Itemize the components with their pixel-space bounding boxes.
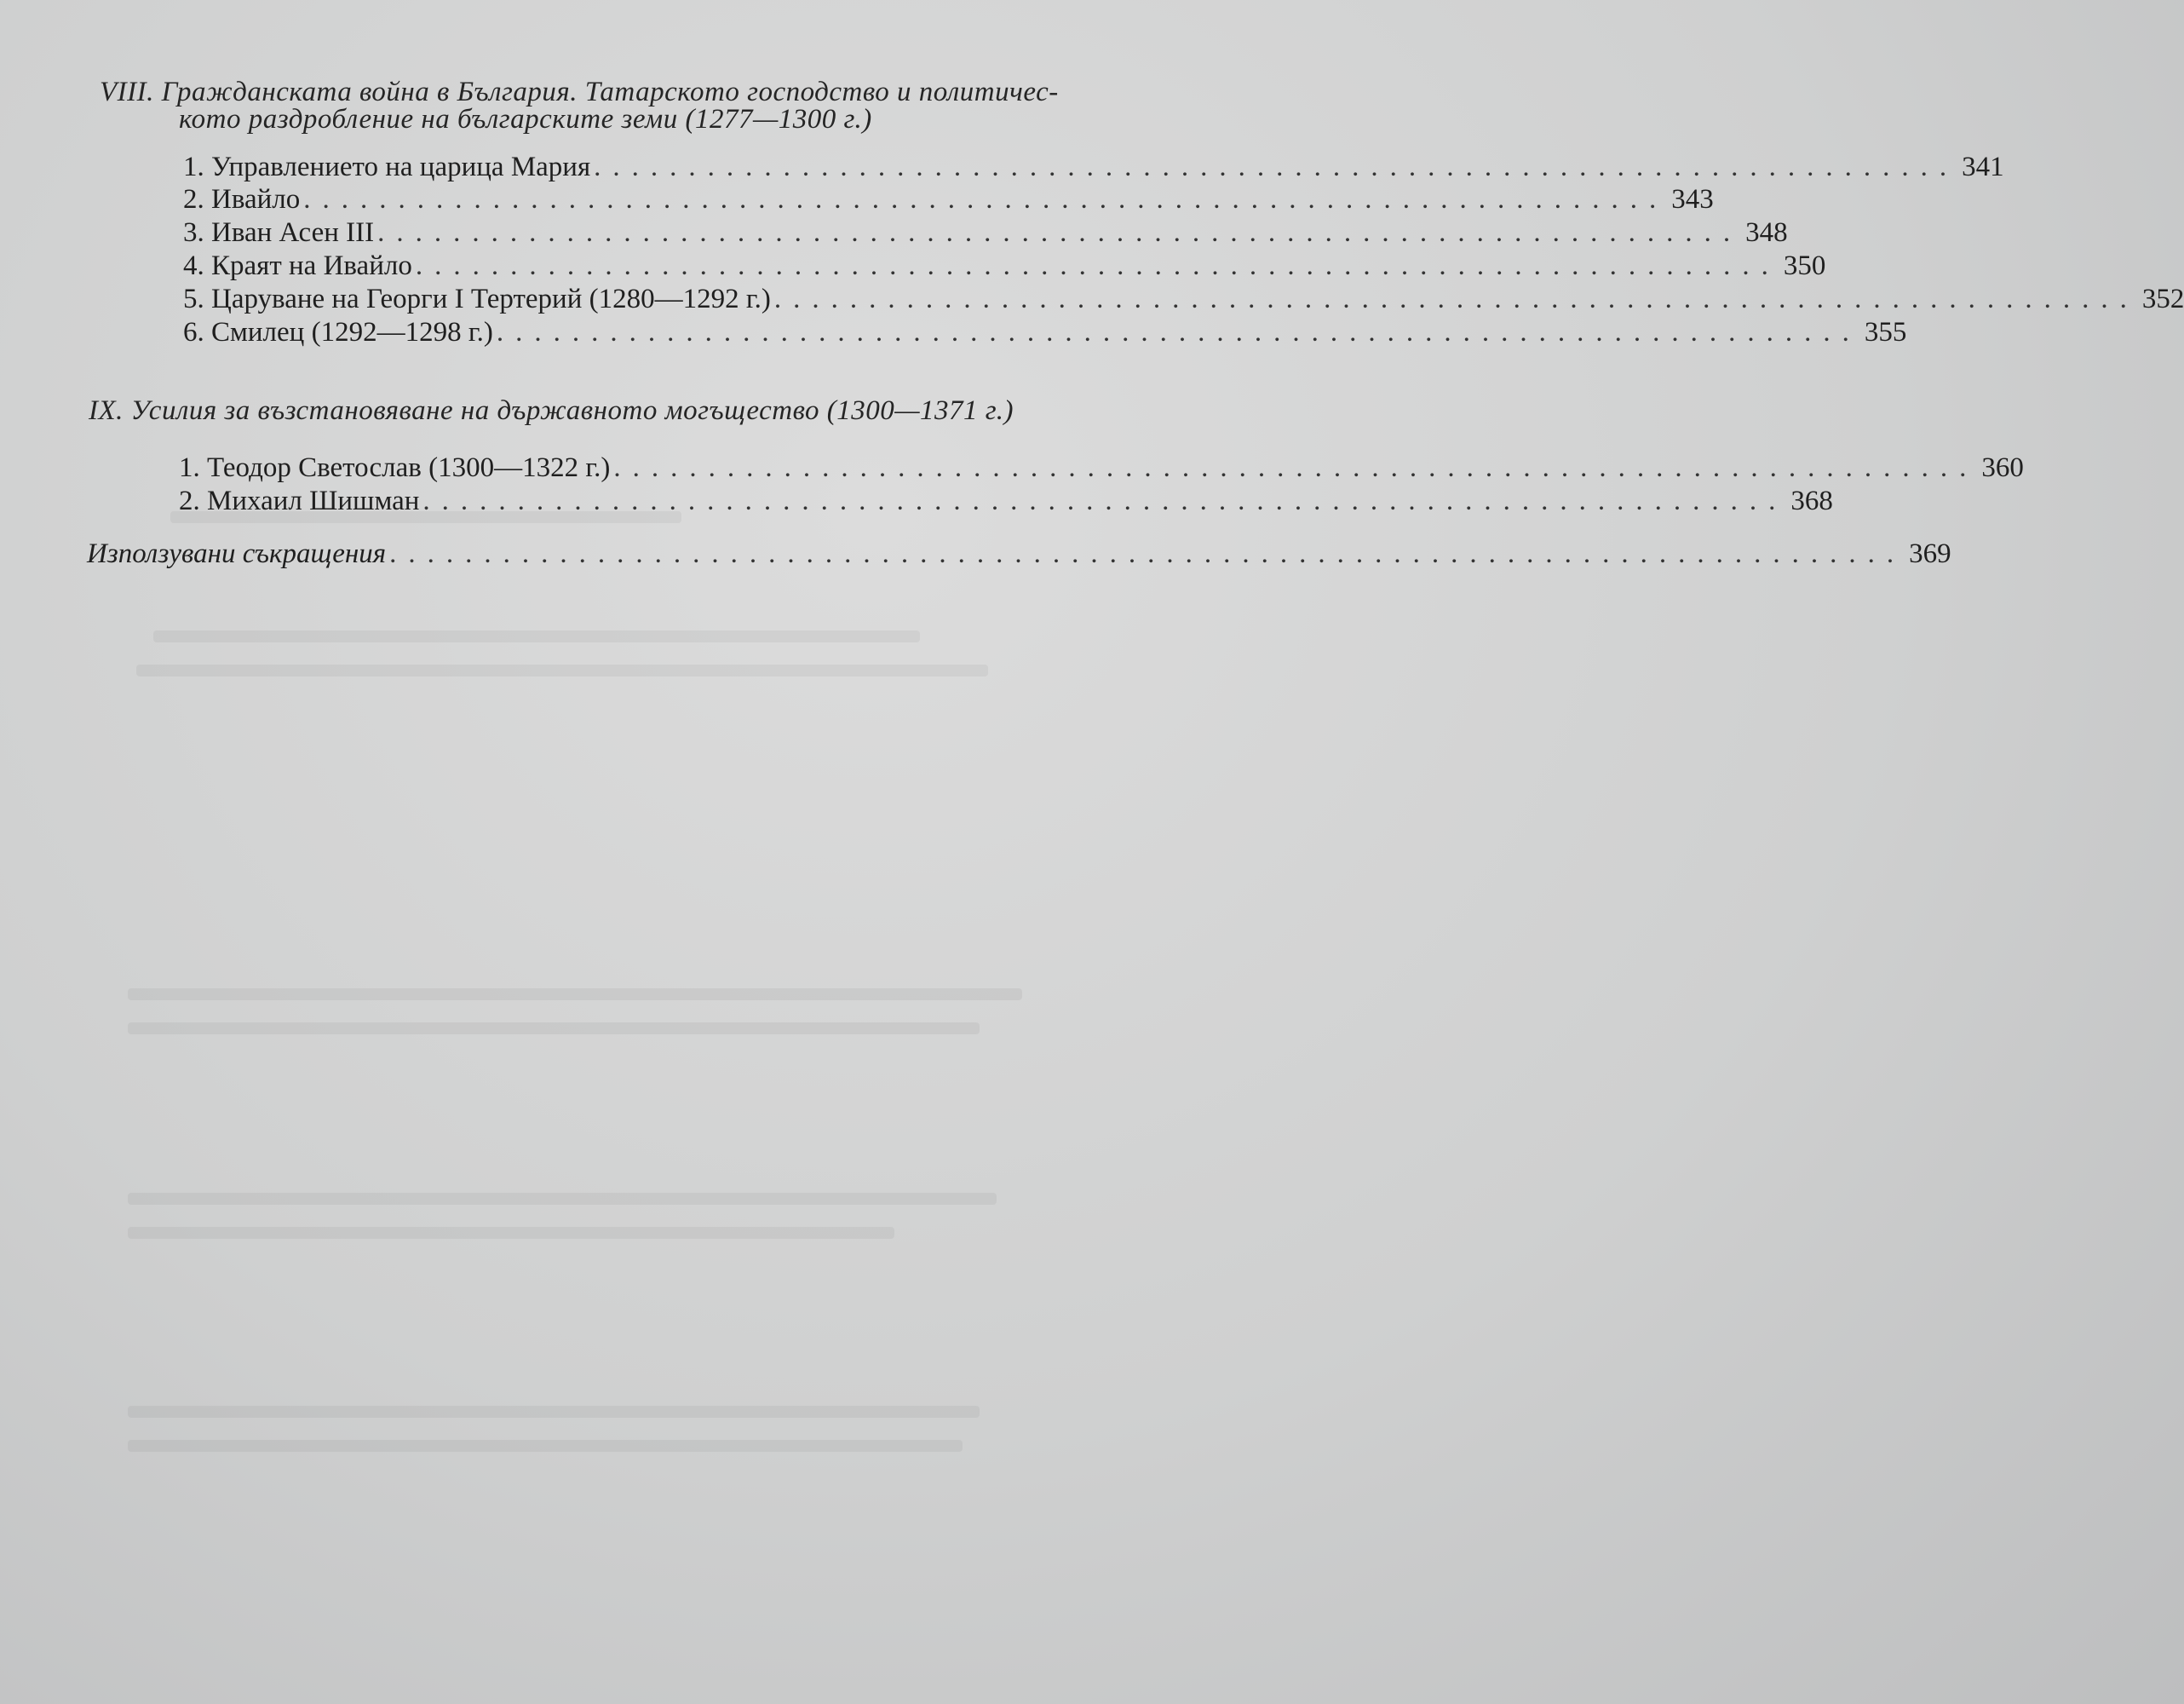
toc-entry xyxy=(183,249,1826,283)
abbreviations-page: 369 xyxy=(1909,538,1951,569)
toc-entry-label: 2. Михаил Шишман xyxy=(179,486,420,516)
toc-entry xyxy=(183,216,1788,250)
toc-entry-page: 355 xyxy=(1864,317,1907,348)
toc-entry-label: 1. Теодор Светослав (1300—1322 г.) xyxy=(179,452,611,483)
toc-entry-label: 3. Иван Асен III xyxy=(183,217,375,248)
toc-entry xyxy=(183,315,1907,349)
leader-dots: ........................................................................ xyxy=(773,284,2139,314)
leader-dots: ........................................................................ xyxy=(303,184,1669,215)
leader-dots: ........................................................................ xyxy=(613,452,1979,483)
toc-entry xyxy=(179,484,1833,518)
toc-entry xyxy=(183,150,2004,184)
toc-entry xyxy=(183,282,2184,316)
toc-entry-abbreviations xyxy=(87,537,1951,571)
toc-entry-page: 341 xyxy=(1962,152,2004,182)
toc-entry-page: 350 xyxy=(1783,250,1826,281)
section-title-viii-line2: кото раздробление на българските земи (1277—1300 г.) xyxy=(179,104,872,135)
leader-dots: ........................................................................ xyxy=(377,217,1743,248)
section-title-viii-line1: VIII. Гражданската война в България. Татарското господство и политичес- xyxy=(100,77,1059,107)
toc-entry xyxy=(183,182,1714,216)
toc-entry-page: 368 xyxy=(1790,486,1833,516)
toc-entry-label: 5. Царуване на Георги I Тертерий (1280—1292 г.) xyxy=(183,284,771,314)
toc-entry-label: 4. Краят на Ивайло xyxy=(183,250,412,281)
abbreviations-label: Използувани съкращения xyxy=(87,538,387,569)
toc-entry-page: 343 xyxy=(1671,184,1714,215)
leader-dots: ........................................................................ xyxy=(422,486,1788,516)
toc-entry-page: 360 xyxy=(1981,452,2024,483)
toc-entry xyxy=(179,451,2024,485)
toc-entry-label: 6. Смилец (1292—1298 г.) xyxy=(183,317,493,348)
leader-dots: ........................................................................ xyxy=(496,317,1861,348)
leader-dots: ........................................................................ xyxy=(415,250,1780,281)
toc-entry-label: 2. Ивайло xyxy=(183,184,301,215)
toc-entry-page: 348 xyxy=(1745,217,1788,248)
leader-dots: ........................................................................ xyxy=(594,152,1959,182)
toc-entry-label: 1. Управлението на царица Мария xyxy=(183,152,591,182)
section-title-ix: IX. Усилия за възстановяване на държавното могъщество (1300—1371 г.) xyxy=(89,395,1014,426)
toc-entry-page: 352 xyxy=(2141,284,2184,314)
leader-dots: ................................................................................ xyxy=(389,538,1906,569)
